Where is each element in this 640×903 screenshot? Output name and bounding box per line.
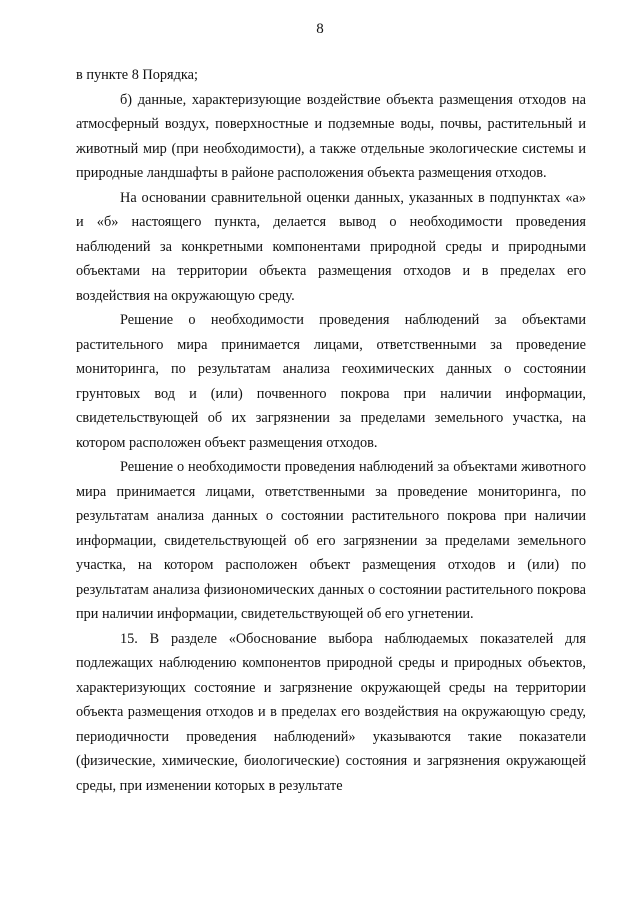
paragraph-continuation: в пункте 8 Порядка; <box>76 67 198 83</box>
paragraph-subitem-b: б) данные, характеризующие воздействие объекта размещения отходов на атмосферный воздух, поверхностные и подземные воды, почвы, растительный и животный мир (при необходимости), а также отдельные экологические системы и природные ландшафты в районе расположения объекта размещения отходов. <box>76 91 586 181</box>
document-body <box>76 63 586 798</box>
paragraph-flora-observation: Решение о необходимости проведения наблюдений за объектами растительного мира принимается лицами, ответственными за проведение мониторинга, по результатам анализа геохимических данных о состоянии грунтовых вод и (или) почвенного покрова при наличии информации, свидетельствующей об их загрязнении за пределами земельного участка, на котором расположен объект размещения отходов. <box>76 312 586 451</box>
page-number: 8 <box>316 21 324 37</box>
paragraph-fauna-observation: Решение о необходимости проведения наблюдений за объектами животного мира принимается лицами, ответственными за проведение мониторинга, по результатам анализа данных о состоянии растительного покрова при наличии информации, свидетельствующей об его загрязнении за пределами земельного участка, на котором расположен объект размещения отходов и (или) по результатам анализа физиономических данных о состоянии растительного покрова при наличии информации, свидетельствующей об его угнетении. <box>76 459 586 622</box>
paragraph-section-15: 15. В разделе «Обоснование выбора наблюдаемых показателей для подлежащих наблюдению компонентов природной среды и природных объектов, характеризующих состояние и загрязнение окружающей среды на территории объекта размещения отходов и в пределах его воздействия на окружающую среду, периодичности проведения наблюдений» указываются такие показатели (физические, химические, биологические) состояния и загрязнения окружающей среды, при изменении которых в результате <box>76 630 586 794</box>
paragraph-comparative-assessment: На основании сравнительной оценки данных, указанных в подпунктах «а» и «б» настоящего пункта, делается вывод о необходимости проведения наблюдений за конкретными компонентами природной среды и природными объектами на территории объекта размещения отходов и в пределах его воздействия на окружающую среду. <box>76 189 586 304</box>
